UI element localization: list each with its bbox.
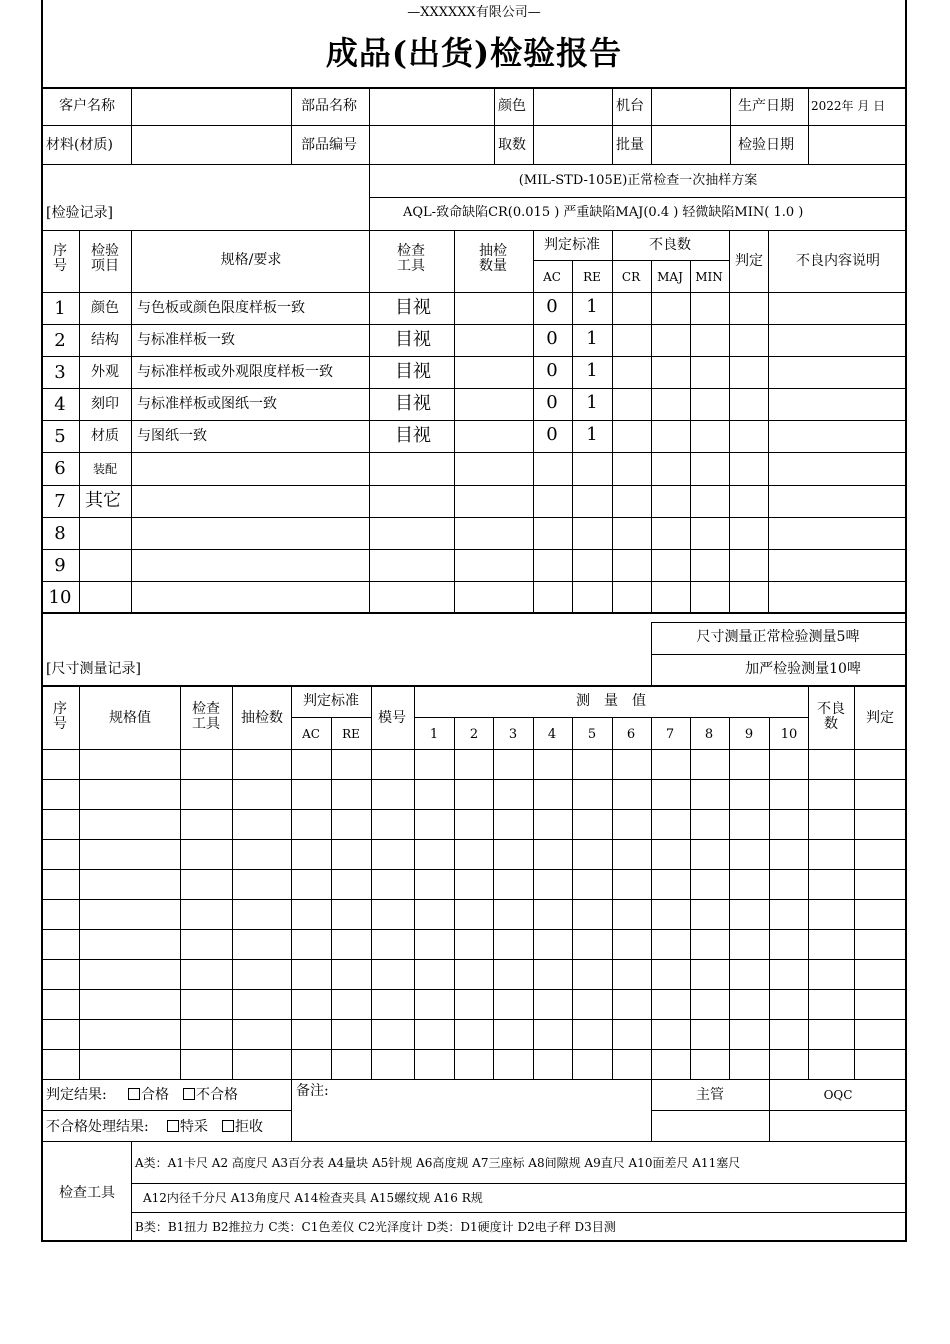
rule [41,749,907,750]
row-tool: 目视 [395,329,431,350]
row-no: 10 [48,587,72,608]
rule [41,1141,907,1142]
rule [131,1183,907,1184]
row-item: 刻印 [91,396,119,412]
rule [41,779,907,780]
fail-checkbox[interactable] [183,1088,238,1102]
rule [131,88,132,165]
rule [41,809,907,810]
dim-measure-col: 8 [704,727,714,742]
rule [41,1110,291,1111]
row-re: 1 [586,360,598,381]
result-label: 判定结果: [46,1087,107,1103]
production-date-value: 2022年 月 日 [811,99,886,113]
special-checkbox[interactable] [167,1120,208,1134]
material-label: 材料(材质) [46,137,113,153]
pass-label: 合格 [141,1087,169,1103]
rule [41,1049,907,1050]
dim-measure-col: 9 [744,727,754,742]
rule [41,581,907,582]
rule [41,356,907,357]
dim-col-no-header: 序号 [53,701,67,732]
dim-measure-col: 5 [587,727,597,742]
batch-label: 批量 [616,137,644,153]
row-tool: 目视 [395,297,431,318]
rule [729,231,730,613]
col-min-header: MIN [695,270,723,284]
tools-class-bcd: B类：B1扭力 B2推拉力 C类：C1色差仪 C2光泽度计 D类：D1硬度计 D2电子秤 D3目测 [135,1220,616,1234]
col-maj-header: MAJ [657,270,683,284]
rule [808,88,809,165]
col-judge-header: 判定 [735,253,763,269]
rule [41,1019,907,1020]
row-no: 6 [54,458,66,479]
row-no: 4 [54,394,66,415]
special-label: 特采 [180,1119,208,1135]
row-ac: 0 [546,296,558,317]
rule [414,687,415,1079]
dim-measure-col: 6 [626,727,636,742]
col-no-header: 序号 [53,243,67,274]
dim-col-measure-header: 测 量 值 [576,693,646,709]
row-spec: 与图纸一致 [137,428,207,444]
dim-measure-col: 10 [780,727,798,742]
col-defects-header: 不良数 [649,237,691,253]
rule [533,260,729,261]
dim-col-re-header: RE [342,727,360,741]
row-tool: 目视 [395,425,431,446]
rule [371,687,372,1079]
special-box[interactable] [167,1120,179,1132]
rule [41,420,907,421]
remark-label: 备注: [296,1083,329,1099]
col-re-header: RE [583,270,601,284]
customer-label: 客户名称 [59,98,115,114]
row-ac: 0 [546,328,558,349]
col-item-header: 检验项目 [91,243,119,274]
row-item: 颜色 [91,300,119,316]
rule [41,549,907,550]
rule [41,324,907,325]
dim-col-spec-header: 规格值 [109,710,151,726]
rule [572,261,573,613]
rule [612,231,613,613]
rule [730,88,731,165]
pass-box[interactable] [128,1088,140,1100]
row-item: 外观 [91,364,119,380]
dim-measure-col: 4 [547,727,557,742]
production-date-label: 生产日期 [738,98,794,114]
dim-measure-col: 7 [665,727,675,742]
col-tool-header: 检查工具 [397,243,425,274]
rule [291,687,292,1141]
normal-measure-note: 尺寸测量正常检验测量5啤 [696,629,860,645]
inspection-record-label: [检验记录] [46,205,113,221]
sample-count-label: 取数 [498,137,526,153]
strict-measure-note: 加严检验测量10啤 [745,661,861,677]
pass-checkbox[interactable] [128,1088,169,1102]
tools-label: 检查工具 [59,1185,115,1201]
company-name: —XXXXXX有限公司— [407,5,541,20]
rule [79,231,80,613]
rule [369,231,370,613]
rule [131,1212,907,1213]
col-spec-header: 规格/要求 [220,252,282,268]
dimension-record-label: [尺寸测量记录] [46,661,141,677]
rule [690,261,691,613]
col-ac-header: AC [543,270,561,284]
rule [41,125,907,126]
rule [651,88,652,165]
row-item: 结构 [91,332,119,348]
row-spec: 与色板或颜色限度样板一致 [137,300,305,316]
section-divider [41,685,907,687]
rule [232,687,233,1079]
rule [41,839,907,840]
col-sample-header: 抽检数量 [479,243,507,274]
reject-label: 拒收 [235,1119,263,1135]
rule [651,261,652,613]
row-ac: 0 [546,360,558,381]
dim-col-judge-header: 判定 [866,710,894,726]
dim-col-ac-header: AC [302,727,320,741]
col-cr-header: CR [621,270,641,284]
rule [651,622,907,623]
dim-col-mold-header: 模号 [378,710,406,726]
rule [131,231,132,613]
tools-class-a-line2: A12内径千分尺 A13角度尺 A14检查夹具 A15螺纹规 A16 R规 [143,1191,483,1205]
rule [41,230,907,231]
rule [854,687,855,1079]
row-spec: 与标准样板或外观限度样板一致 [137,364,333,380]
rule [41,929,907,930]
ng-handling-label: 不合格处理结果: [46,1119,149,1135]
rule [79,687,80,1079]
aql-levels: AQL-致命缺陷CR(0.015 ) 严重缺陷MAJ(0.4 ) 轻微缺陷MIN( 1.0 ) [403,205,804,220]
row-spec: 与标准样板或图纸一致 [137,396,277,412]
row-no: 7 [54,491,66,512]
rule [41,388,907,389]
row-no: 3 [54,362,66,383]
section-divider [41,612,907,614]
rule [291,88,292,165]
rule [533,88,534,165]
row-item: 其它 [85,490,121,511]
dim-col-defects-header: 不良数 [817,701,845,732]
rule [41,989,907,990]
fail-label: 不合格 [196,1087,238,1103]
row-item: 材质 [91,428,119,444]
rule [612,88,613,165]
rule [808,687,809,1079]
rule [41,292,907,293]
tools-class-a-line1: A类：A1卡尺 A2 高度尺 A3百分表 A4量块 A5针规 A6高度规 A7三座标 A8间隙规 A9直尺 A10面差尺 A11塞尺 [135,1156,741,1170]
rule [414,717,808,718]
row-tool: 目视 [395,393,431,414]
rule [369,165,370,231]
row-no: 5 [54,426,66,447]
row-no: 1 [54,298,66,319]
rule [41,164,907,165]
rule [180,687,181,1079]
row-re: 1 [586,392,598,413]
col-criteria-header: 判定标准 [544,237,600,253]
reject-checkbox[interactable] [222,1120,263,1134]
reject-box[interactable] [222,1120,234,1132]
row-re: 1 [586,328,598,349]
rule [768,231,769,613]
rule [41,485,907,486]
inspection-report-form [41,0,907,1242]
row-tool: 目视 [395,361,431,382]
dim-measure-col: 2 [469,727,479,742]
sampling-plan: (MIL-STD-105E)正常检查一次抽样方案 [518,173,758,188]
rule [41,959,907,960]
rule [369,88,370,165]
dim-col-sample-header: 抽检数 [241,710,283,726]
row-re: 1 [586,424,598,445]
dim-measure-col: 3 [508,727,518,742]
rule [533,231,534,613]
rule [454,231,455,613]
inspection-date-label: 检验日期 [738,137,794,153]
row-no: 8 [54,523,66,544]
row-no: 2 [54,330,66,351]
col-desc-header: 不良内容说明 [796,253,880,269]
row-ac: 0 [546,392,558,413]
dim-measure-col: 1 [429,727,439,742]
rule [651,654,907,655]
machine-label: 机台 [616,98,644,114]
oqc-label: OQC [823,1088,853,1102]
part-name-label: 部品名称 [301,98,357,114]
rule [41,452,907,453]
header-divider [41,87,907,89]
color-label: 颜色 [498,98,526,114]
rule [41,899,907,900]
fail-box[interactable] [183,1088,195,1100]
row-re: 1 [586,296,598,317]
page-title: 成品(出货)检验报告 [325,34,623,72]
rule [41,869,907,870]
rule [41,517,907,518]
rule [131,1142,132,1242]
rule [41,1079,907,1080]
dim-col-tool-header: 检查工具 [192,701,220,732]
supervisor-label: 主管 [696,1087,724,1103]
rule [494,88,495,165]
rule [651,1110,907,1111]
rule [369,197,907,198]
dim-col-criteria-header: 判定标准 [303,693,359,709]
row-item: 装配 [92,462,118,476]
row-spec: 与标准样板一致 [137,332,235,348]
part-no-label: 部品编号 [301,137,357,153]
row-no: 9 [54,555,66,576]
row-ac: 0 [546,424,558,445]
